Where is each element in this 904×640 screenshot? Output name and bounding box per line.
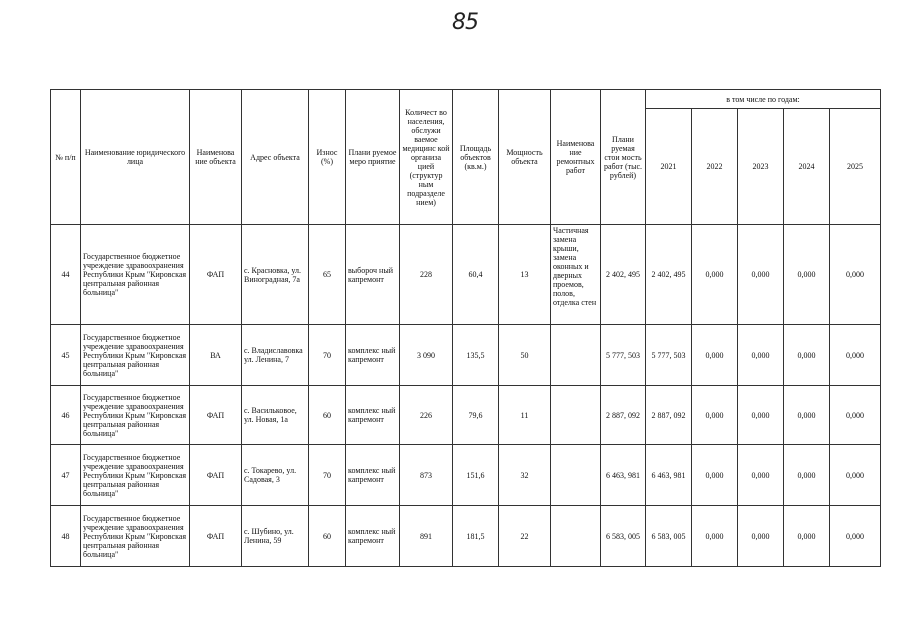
cell-year-value: 6 463, 981 — [646, 445, 692, 506]
cell-year-value: 0,000 — [692, 506, 738, 567]
cell-address: с. Токарево, ул. Садовая, 3 — [242, 445, 309, 506]
cell-repair-works: Частичная замена крыши, замена оконных и дверных проемов, полов, отделка стен — [551, 225, 601, 325]
header-population: Количест во населения, обслужи ваемое медицинс кой организа цией (структур ным подразделе нием) — [400, 90, 453, 225]
cell-capacity: 13 — [499, 225, 551, 325]
table-row — [51, 225, 881, 325]
cell-planned-cost: 6 583, 005 — [601, 506, 646, 567]
cell-year-value: 6 583, 005 — [646, 506, 692, 567]
cell-population: 226 — [400, 386, 453, 445]
cell-address: с. Владиславовка ул. Ленина, 7 — [242, 325, 309, 386]
cell-wear: 60 — [309, 386, 346, 445]
header-capacity: Мощность объекта — [499, 90, 551, 225]
header-planned-cost: Плани руемая стои мость работ (тыс. рублей) — [601, 90, 646, 225]
header-repair-works: Наименова ние ремонтных работ — [551, 90, 601, 225]
cell-capacity: 50 — [499, 325, 551, 386]
cell-year-value: 0,000 — [830, 325, 881, 386]
cell-object-name: ФАП — [190, 225, 242, 325]
cell-address: с. Шубино, ул. Ленина, 59 — [242, 506, 309, 567]
cell-planned-measure: комплекс ный капремонт — [346, 386, 400, 445]
cell-year-value: 0,000 — [784, 506, 830, 567]
header-year: 2022 — [692, 109, 738, 225]
cell-area: 135,5 — [453, 325, 499, 386]
cell-planned-measure: комплекс ный капремонт — [346, 325, 400, 386]
header-planned-measure: Плани руемое меро приятие — [346, 90, 400, 225]
cell-num: 44 — [51, 225, 81, 325]
cell-num: 45 — [51, 325, 81, 386]
cell-population: 873 — [400, 445, 453, 506]
header-year: 2023 — [738, 109, 784, 225]
cell-num: 46 — [51, 386, 81, 445]
table-row — [51, 445, 881, 506]
table-row — [51, 386, 881, 445]
cell-repair-works — [551, 445, 601, 506]
cell-year-value: 0,000 — [738, 386, 784, 445]
cell-planned-measure: выбороч ный капремонт — [346, 225, 400, 325]
cell-area: 181,5 — [453, 506, 499, 567]
header-area: Площадь объектов (кв.м.) — [453, 90, 499, 225]
cell-num: 48 — [51, 506, 81, 567]
header-object-name: Наименова ние объекта — [190, 90, 242, 225]
cell-area: 60,4 — [453, 225, 499, 325]
cell-year-value: 0,000 — [692, 325, 738, 386]
cell-planned-cost: 2 402, 495 — [601, 225, 646, 325]
cell-address: с. Васильковое, ул. Новая, 1а — [242, 386, 309, 445]
cell-year-value: 0,000 — [738, 506, 784, 567]
cell-legal-entity: Государственное бюджетное учреждение здравоохранения Республики Крым "Кировская центральная районная больница" — [81, 386, 190, 445]
cell-planned-measure: комплекс ный капремонт — [346, 506, 400, 567]
cell-wear: 70 — [309, 325, 346, 386]
header-year: 2021 — [646, 109, 692, 225]
cell-object-name: ФАП — [190, 386, 242, 445]
cell-population: 891 — [400, 506, 453, 567]
cell-repair-works — [551, 386, 601, 445]
cell-address: с. Красновка, ул. Виноградная, 7а — [242, 225, 309, 325]
table-row — [51, 325, 881, 386]
header-wear: Износ (%) — [309, 90, 346, 225]
cell-legal-entity: Государственное бюджетное учреждение здравоохранения Республики Крым "Кировская центральная районная больница" — [81, 445, 190, 506]
cell-num: 47 — [51, 445, 81, 506]
cell-population: 3 090 — [400, 325, 453, 386]
cell-legal-entity: Государственное бюджетное учреждение здравоохранения Республики Крым "Кировская центральная районная больница" — [81, 325, 190, 386]
cell-year-value: 0,000 — [692, 386, 738, 445]
cell-year-value: 0,000 — [738, 445, 784, 506]
repair-plan-table — [50, 89, 881, 567]
cell-capacity: 22 — [499, 506, 551, 567]
cell-planned-cost: 5 777, 503 — [601, 325, 646, 386]
header-num: № п/п — [51, 90, 81, 225]
cell-wear: 60 — [309, 506, 346, 567]
cell-repair-works — [551, 325, 601, 386]
cell-population: 228 — [400, 225, 453, 325]
cell-year-value: 0,000 — [830, 386, 881, 445]
cell-year-value: 0,000 — [738, 325, 784, 386]
cell-repair-works — [551, 506, 601, 567]
header-by-years: в том числе по годам: — [646, 90, 881, 109]
cell-wear: 65 — [309, 225, 346, 325]
cell-wear: 70 — [309, 445, 346, 506]
cell-legal-entity: Государственное бюджетное учреждение здравоохранения Республики Крым "Кировская центральная районная больница" — [81, 506, 190, 567]
cell-year-value: 0,000 — [692, 445, 738, 506]
header-year: 2025 — [830, 109, 881, 225]
header-year: 2024 — [784, 109, 830, 225]
header-legal-entity: Наименование юридического лица — [81, 90, 190, 225]
cell-year-value: 0,000 — [784, 445, 830, 506]
cell-object-name: ФАП — [190, 506, 242, 567]
cell-year-value: 0,000 — [784, 225, 830, 325]
cell-legal-entity: Государственное бюджетное учреждение здравоохранения Республики Крым "Кировская центральная районная больница" — [81, 225, 190, 325]
cell-year-value: 0,000 — [830, 225, 881, 325]
cell-object-name: ВА — [190, 325, 242, 386]
cell-planned-cost: 2 887, 092 — [601, 386, 646, 445]
cell-planned-cost: 6 463, 981 — [601, 445, 646, 506]
cell-year-value: 0,000 — [692, 225, 738, 325]
cell-capacity: 11 — [499, 386, 551, 445]
table-header-row — [51, 90, 881, 109]
cell-year-value: 0,000 — [784, 325, 830, 386]
cell-year-value: 2 887, 092 — [646, 386, 692, 445]
cell-capacity: 32 — [499, 445, 551, 506]
cell-year-value: 0,000 — [784, 386, 830, 445]
cell-object-name: ФАП — [190, 445, 242, 506]
cell-planned-measure: комплекс ный капремонт — [346, 445, 400, 506]
table-row — [51, 506, 881, 567]
cell-area: 79,6 — [453, 386, 499, 445]
cell-year-value: 0,000 — [830, 445, 881, 506]
cell-year-value: 0,000 — [738, 225, 784, 325]
page-number: 85 — [452, 10, 478, 35]
header-address: Адрес объекта — [242, 90, 309, 225]
cell-year-value: 0,000 — [830, 506, 881, 567]
cell-year-value: 5 777, 503 — [646, 325, 692, 386]
cell-year-value: 2 402, 495 — [646, 225, 692, 325]
cell-area: 151,6 — [453, 445, 499, 506]
